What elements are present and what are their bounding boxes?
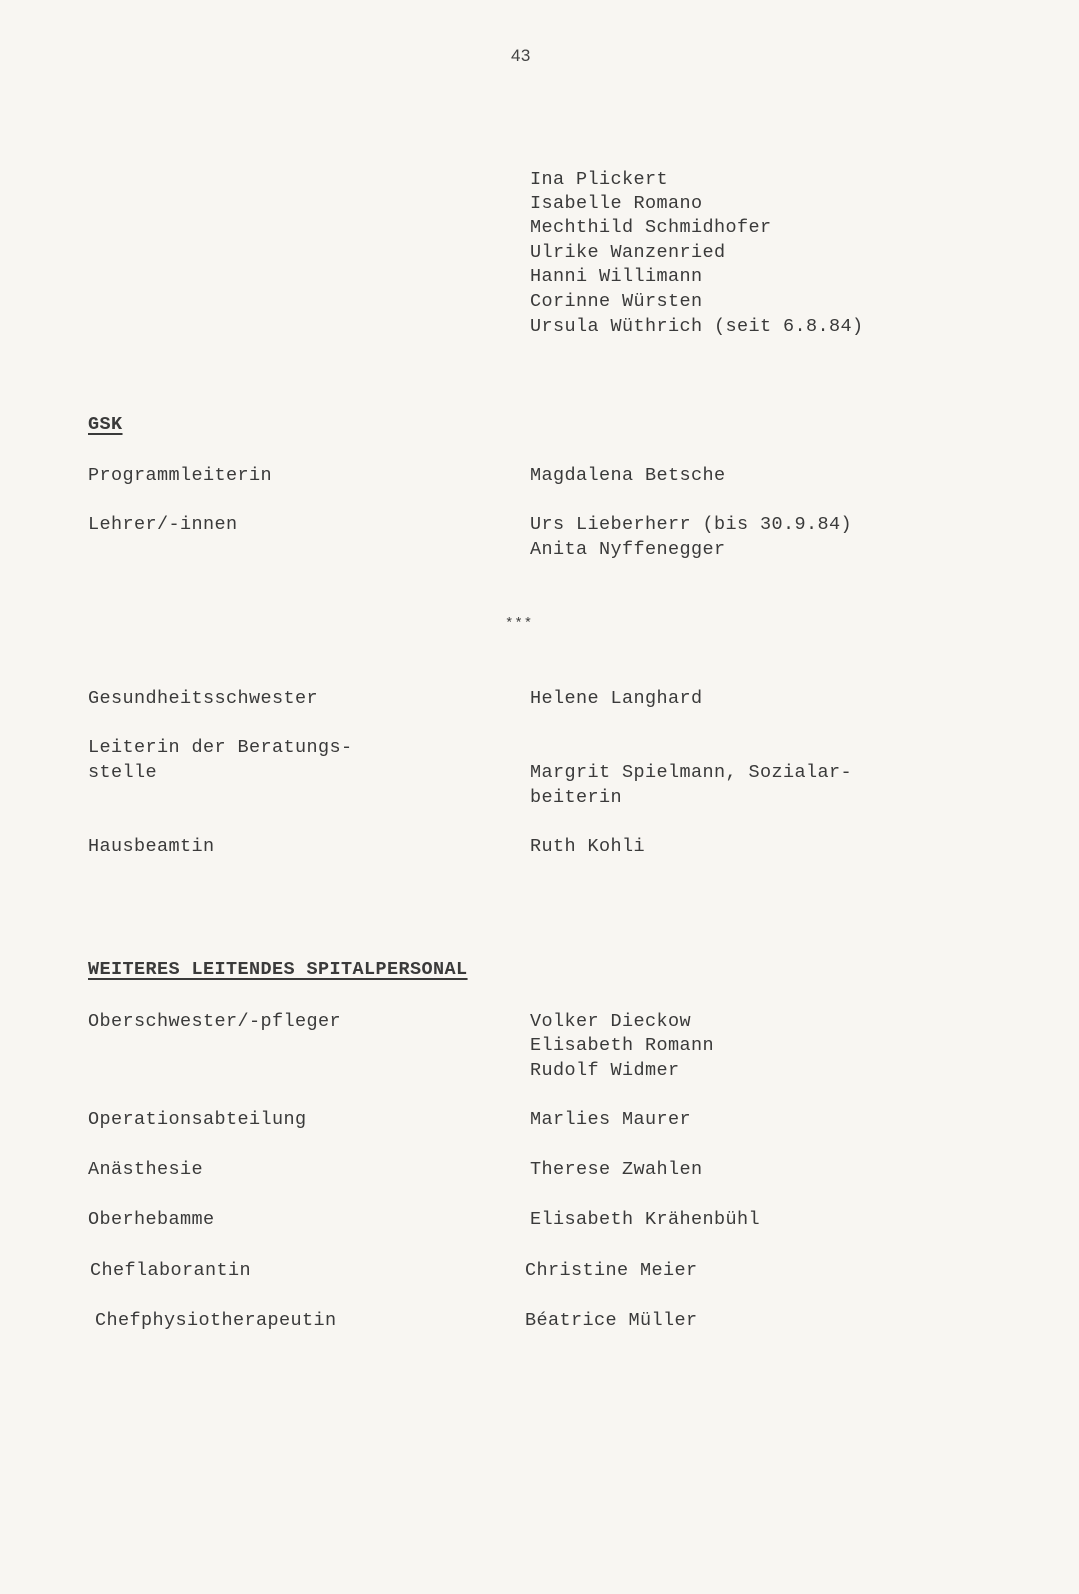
name-entry: beiterin: [530, 787, 623, 808]
section-heading-gsk: GSK: [88, 414, 123, 435]
role-label: Chefphysiotherapeutin: [95, 1310, 337, 1331]
name-entry: Ursula Wüthrich (seit 6.8.84): [530, 316, 864, 337]
role-label: Programmleiterin: [88, 465, 273, 486]
name-entry: Corinne Würsten: [530, 291, 703, 312]
role-label: Lehrer/-innen: [88, 514, 238, 535]
name-entry: Elisabeth Krähenbühl: [530, 1209, 761, 1230]
section-heading-spitalpersonal: WEITERES LEITENDES SPITALPERSONAL: [88, 959, 468, 980]
name-entry: Urs Lieberherr (bis 30.9.84): [530, 514, 853, 535]
name-entry: Therese Zwahlen: [530, 1159, 703, 1180]
name-entry: Hanni Willimann: [530, 266, 703, 287]
name-entry: Mechthild Schmidhofer: [530, 217, 772, 238]
role-label: Oberschwester/-pfleger: [88, 1011, 342, 1032]
name-entry: Margrit Spielmann, Sozialar-: [530, 762, 853, 783]
section-separator: ***: [505, 616, 534, 632]
name-entry: Christine Meier: [525, 1260, 698, 1281]
name-entry: Isabelle Romano: [530, 193, 703, 214]
name-entry: Elisabeth Romann: [530, 1035, 715, 1056]
role-label: Hausbeamtin: [88, 836, 215, 857]
name-entry: Marlies Maurer: [530, 1109, 692, 1130]
page-number: 43: [511, 46, 531, 65]
name-entry: Béatrice Müller: [525, 1310, 698, 1331]
role-label: Cheflaborantin: [90, 1260, 252, 1281]
role-label: Anästhesie: [88, 1159, 204, 1180]
role-label: Operationsabteilung: [88, 1109, 307, 1130]
name-entry: Anita Nyffenegger: [530, 539, 726, 560]
name-entry: Ina Plickert: [530, 169, 669, 190]
name-entry: Volker Dieckow: [530, 1011, 692, 1032]
role-label: stelle: [88, 762, 158, 783]
name-entry: Rudolf Widmer: [530, 1060, 680, 1081]
name-entry: Magdalena Betsche: [530, 465, 726, 486]
role-label: Gesundheitsschwester: [88, 688, 319, 709]
role-label: Oberhebamme: [88, 1209, 215, 1230]
role-label: Leiterin der Beratungs-: [88, 737, 353, 758]
name-entry: Ulrike Wanzenried: [530, 242, 726, 263]
name-entry: Ruth Kohli: [530, 836, 646, 857]
name-entry: Helene Langhard: [530, 688, 703, 709]
